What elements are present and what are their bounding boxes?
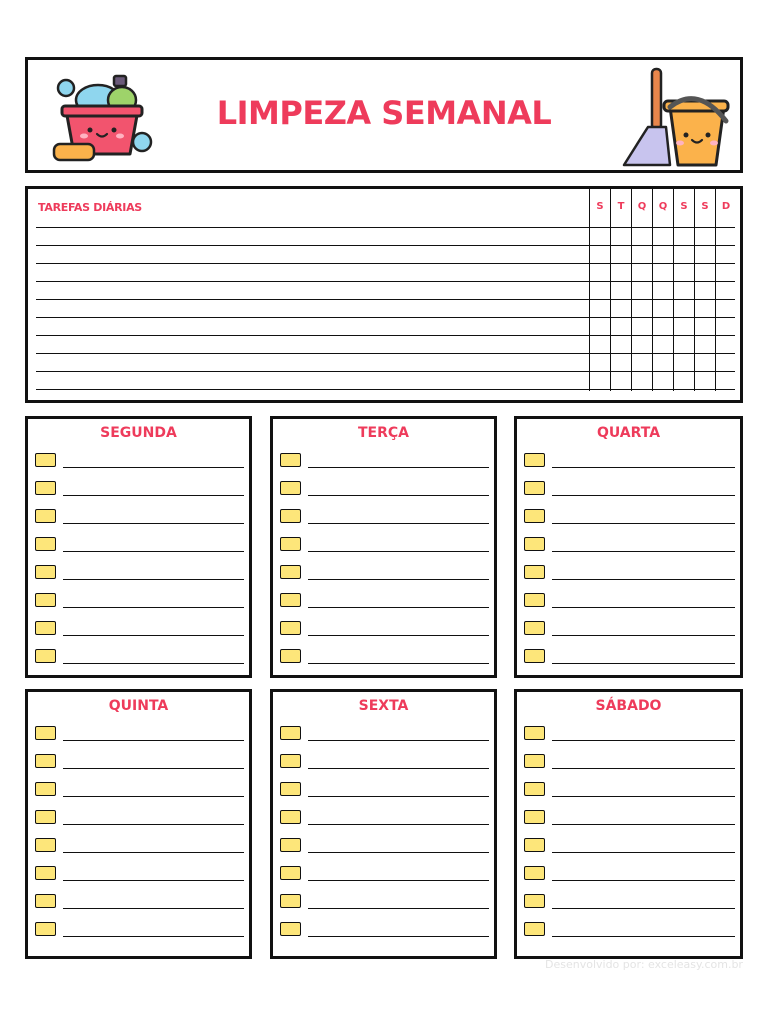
daily-task-line[interactable] bbox=[36, 227, 589, 228]
grid-row-line bbox=[589, 335, 735, 336]
task-row bbox=[280, 535, 489, 555]
task-checkbox[interactable] bbox=[35, 565, 56, 579]
task-line[interactable] bbox=[63, 852, 244, 853]
weekday-column[interactable] bbox=[631, 189, 652, 391]
weekday-header: S bbox=[701, 201, 709, 212]
task-row bbox=[35, 535, 244, 555]
task-checkbox[interactable] bbox=[35, 509, 56, 523]
day-title: QUARTA bbox=[596, 425, 661, 441]
task-line[interactable] bbox=[63, 908, 244, 909]
task-line[interactable] bbox=[308, 467, 489, 468]
task-row bbox=[524, 507, 735, 527]
day-title: SÁBADO bbox=[595, 698, 662, 714]
task-line[interactable] bbox=[308, 551, 489, 552]
task-checkbox[interactable] bbox=[524, 509, 545, 523]
task-checkbox[interactable] bbox=[280, 726, 301, 740]
grid-row-line bbox=[589, 299, 735, 300]
task-row bbox=[524, 647, 735, 667]
task-checkbox[interactable] bbox=[35, 621, 56, 635]
task-row bbox=[280, 836, 489, 856]
task-row bbox=[280, 864, 489, 884]
task-line[interactable] bbox=[552, 607, 735, 608]
task-row bbox=[35, 864, 244, 884]
task-row bbox=[280, 591, 489, 611]
task-checkbox[interactable] bbox=[35, 866, 56, 880]
task-line[interactable] bbox=[308, 635, 489, 636]
daily-task-line[interactable] bbox=[36, 245, 589, 246]
task-line[interactable] bbox=[63, 824, 244, 825]
day-card-quinta bbox=[25, 689, 252, 959]
task-line[interactable] bbox=[308, 607, 489, 608]
day-card-quarta bbox=[514, 416, 743, 678]
task-line[interactable] bbox=[308, 908, 489, 909]
task-checkbox[interactable] bbox=[524, 537, 545, 551]
task-checkbox[interactable] bbox=[524, 810, 545, 824]
task-line[interactable] bbox=[552, 551, 735, 552]
task-line[interactable] bbox=[308, 936, 489, 937]
task-row bbox=[524, 563, 735, 583]
task-line[interactable] bbox=[63, 768, 244, 769]
daily-task-line[interactable] bbox=[36, 353, 589, 354]
task-row bbox=[280, 808, 489, 828]
daily-task-line[interactable] bbox=[36, 335, 589, 336]
task-line[interactable] bbox=[308, 824, 489, 825]
day-card-terca bbox=[270, 416, 497, 678]
grid-row-line bbox=[589, 227, 735, 228]
weekday-column[interactable] bbox=[715, 189, 736, 391]
daily-task-line[interactable] bbox=[36, 281, 589, 282]
task-checkbox[interactable] bbox=[524, 593, 545, 607]
grid-row-line bbox=[589, 281, 735, 282]
task-checkbox[interactable] bbox=[524, 754, 545, 768]
task-row bbox=[280, 619, 489, 639]
task-checkbox[interactable] bbox=[280, 453, 301, 467]
task-row bbox=[280, 647, 489, 667]
task-row bbox=[524, 619, 735, 639]
task-checkbox[interactable] bbox=[280, 838, 301, 852]
weekday-checkgrid bbox=[589, 189, 735, 391]
day-card-sabado bbox=[514, 689, 743, 959]
task-checkbox[interactable] bbox=[524, 726, 545, 740]
task-checkbox[interactable] bbox=[524, 621, 545, 635]
footer-credit: Desenvolvido por: exceleasy.com.br bbox=[545, 958, 743, 971]
task-checkbox[interactable] bbox=[524, 894, 545, 908]
task-line[interactable] bbox=[552, 852, 735, 853]
task-checkbox[interactable] bbox=[524, 565, 545, 579]
task-row bbox=[280, 507, 489, 527]
task-line[interactable] bbox=[63, 523, 244, 524]
task-line[interactable] bbox=[63, 579, 244, 580]
day-title: SEGUNDA bbox=[100, 425, 177, 441]
weekday-column[interactable] bbox=[652, 189, 673, 391]
task-line[interactable] bbox=[63, 740, 244, 741]
task-row bbox=[35, 724, 244, 744]
task-row bbox=[35, 752, 244, 772]
task-row bbox=[524, 836, 735, 856]
task-row bbox=[35, 479, 244, 499]
task-line[interactable] bbox=[308, 579, 489, 580]
task-line[interactable] bbox=[552, 740, 735, 741]
day-title: SEXTA bbox=[358, 698, 409, 714]
daily-task-line[interactable] bbox=[36, 389, 589, 390]
task-checkbox[interactable] bbox=[280, 754, 301, 768]
task-checkbox[interactable] bbox=[280, 509, 301, 523]
task-line[interactable] bbox=[63, 663, 244, 664]
task-row bbox=[35, 892, 244, 912]
task-checkbox[interactable] bbox=[280, 481, 301, 495]
weekday-header: S bbox=[596, 201, 604, 212]
task-line[interactable] bbox=[552, 579, 735, 580]
task-row bbox=[280, 780, 489, 800]
task-checkbox[interactable] bbox=[280, 593, 301, 607]
task-row bbox=[524, 451, 735, 471]
broom-bucket-icon bbox=[620, 65, 730, 170]
task-line[interactable] bbox=[308, 796, 489, 797]
task-line[interactable] bbox=[63, 495, 244, 496]
task-row bbox=[524, 535, 735, 555]
task-row bbox=[35, 780, 244, 800]
daily-task-line[interactable] bbox=[36, 371, 589, 372]
task-checkbox[interactable] bbox=[35, 782, 56, 796]
task-line[interactable] bbox=[308, 852, 489, 853]
task-row bbox=[35, 808, 244, 828]
task-line[interactable] bbox=[63, 635, 244, 636]
task-line[interactable] bbox=[308, 880, 489, 881]
header-panel bbox=[25, 57, 743, 173]
task-row bbox=[35, 591, 244, 611]
task-row bbox=[280, 563, 489, 583]
day-card-sexta bbox=[270, 689, 497, 959]
task-row bbox=[35, 647, 244, 667]
task-line[interactable] bbox=[63, 467, 244, 468]
task-row bbox=[524, 752, 735, 772]
weekday-header: Q bbox=[637, 201, 647, 212]
task-line[interactable] bbox=[63, 880, 244, 881]
task-checkbox[interactable] bbox=[280, 894, 301, 908]
task-row bbox=[280, 752, 489, 772]
task-line[interactable] bbox=[552, 936, 735, 937]
task-checkbox[interactable] bbox=[280, 565, 301, 579]
task-row bbox=[280, 892, 489, 912]
task-checkbox[interactable] bbox=[35, 481, 56, 495]
weekday-column[interactable] bbox=[673, 189, 694, 391]
daily-task-line[interactable] bbox=[36, 317, 589, 318]
task-row bbox=[524, 724, 735, 744]
task-line[interactable] bbox=[63, 936, 244, 937]
weekday-header: S bbox=[680, 201, 688, 212]
grid-row-line bbox=[589, 371, 735, 372]
grid-row-line bbox=[589, 389, 735, 390]
task-checkbox[interactable] bbox=[280, 810, 301, 824]
task-checkbox[interactable] bbox=[280, 537, 301, 551]
task-checkbox[interactable] bbox=[524, 649, 545, 663]
weekday-header: D bbox=[721, 201, 731, 212]
task-line[interactable] bbox=[552, 880, 735, 881]
task-line[interactable] bbox=[308, 495, 489, 496]
task-line[interactable] bbox=[552, 523, 735, 524]
task-checkbox[interactable] bbox=[524, 838, 545, 852]
task-line[interactable] bbox=[552, 796, 735, 797]
page-title: LIMPEZA SEMANAL bbox=[216, 94, 552, 132]
task-checkbox[interactable] bbox=[280, 649, 301, 663]
task-line[interactable] bbox=[63, 551, 244, 552]
task-line[interactable] bbox=[552, 824, 735, 825]
task-row bbox=[280, 920, 489, 940]
task-row bbox=[524, 780, 735, 800]
task-checkbox[interactable] bbox=[524, 782, 545, 796]
task-line[interactable] bbox=[552, 663, 735, 664]
task-checkbox[interactable] bbox=[35, 754, 56, 768]
grid-row-line bbox=[589, 353, 735, 354]
task-row bbox=[35, 619, 244, 639]
task-row bbox=[524, 808, 735, 828]
daily-tasks-panel bbox=[25, 186, 743, 403]
task-checkbox[interactable] bbox=[35, 537, 56, 551]
task-checkbox[interactable] bbox=[35, 922, 56, 936]
task-line[interactable] bbox=[552, 467, 735, 468]
task-row bbox=[524, 591, 735, 611]
task-checkbox[interactable] bbox=[280, 782, 301, 796]
task-checkbox[interactable] bbox=[35, 593, 56, 607]
task-row bbox=[35, 920, 244, 940]
task-line[interactable] bbox=[308, 740, 489, 741]
day-card-segunda bbox=[25, 416, 252, 678]
task-checkbox[interactable] bbox=[35, 726, 56, 740]
task-checkbox[interactable] bbox=[35, 810, 56, 824]
task-line[interactable] bbox=[552, 768, 735, 769]
task-row bbox=[35, 836, 244, 856]
weekday-header: T bbox=[617, 201, 625, 212]
task-checkbox[interactable] bbox=[280, 621, 301, 635]
task-line[interactable] bbox=[63, 607, 244, 608]
task-line[interactable] bbox=[552, 495, 735, 496]
task-checkbox[interactable] bbox=[35, 453, 56, 467]
task-checkbox[interactable] bbox=[524, 453, 545, 467]
task-checkbox[interactable] bbox=[280, 866, 301, 880]
task-line[interactable] bbox=[552, 635, 735, 636]
day-title: TERÇA bbox=[357, 425, 409, 441]
task-row bbox=[280, 479, 489, 499]
grid-row-line bbox=[589, 245, 735, 246]
daily-task-line[interactable] bbox=[36, 263, 589, 264]
task-line[interactable] bbox=[308, 523, 489, 524]
task-checkbox[interactable] bbox=[524, 866, 545, 880]
task-row bbox=[35, 563, 244, 583]
task-row bbox=[280, 451, 489, 471]
task-row bbox=[524, 920, 735, 940]
task-checkbox[interactable] bbox=[524, 481, 545, 495]
weekday-header: Q bbox=[658, 201, 668, 212]
weekday-column[interactable] bbox=[610, 189, 631, 391]
weekday-column[interactable] bbox=[589, 189, 610, 391]
task-row bbox=[524, 864, 735, 884]
task-row bbox=[35, 507, 244, 527]
task-row bbox=[524, 892, 735, 912]
weekday-column[interactable] bbox=[694, 189, 715, 391]
task-line[interactable] bbox=[552, 908, 735, 909]
task-row bbox=[524, 479, 735, 499]
task-checkbox[interactable] bbox=[280, 922, 301, 936]
task-line[interactable] bbox=[308, 663, 489, 664]
task-checkbox[interactable] bbox=[35, 838, 56, 852]
task-row bbox=[280, 724, 489, 744]
daily-task-line[interactable] bbox=[36, 299, 589, 300]
task-line[interactable] bbox=[63, 796, 244, 797]
task-row bbox=[35, 451, 244, 471]
task-line[interactable] bbox=[308, 768, 489, 769]
daily-tasks-label: TAREFAS DIÁRIAS bbox=[38, 201, 142, 214]
day-title: QUINTA bbox=[108, 698, 169, 714]
grid-row-line bbox=[589, 317, 735, 318]
task-checkbox[interactable] bbox=[524, 922, 545, 936]
task-checkbox[interactable] bbox=[35, 649, 56, 663]
grid-row-line bbox=[589, 263, 735, 264]
task-checkbox[interactable] bbox=[35, 894, 56, 908]
